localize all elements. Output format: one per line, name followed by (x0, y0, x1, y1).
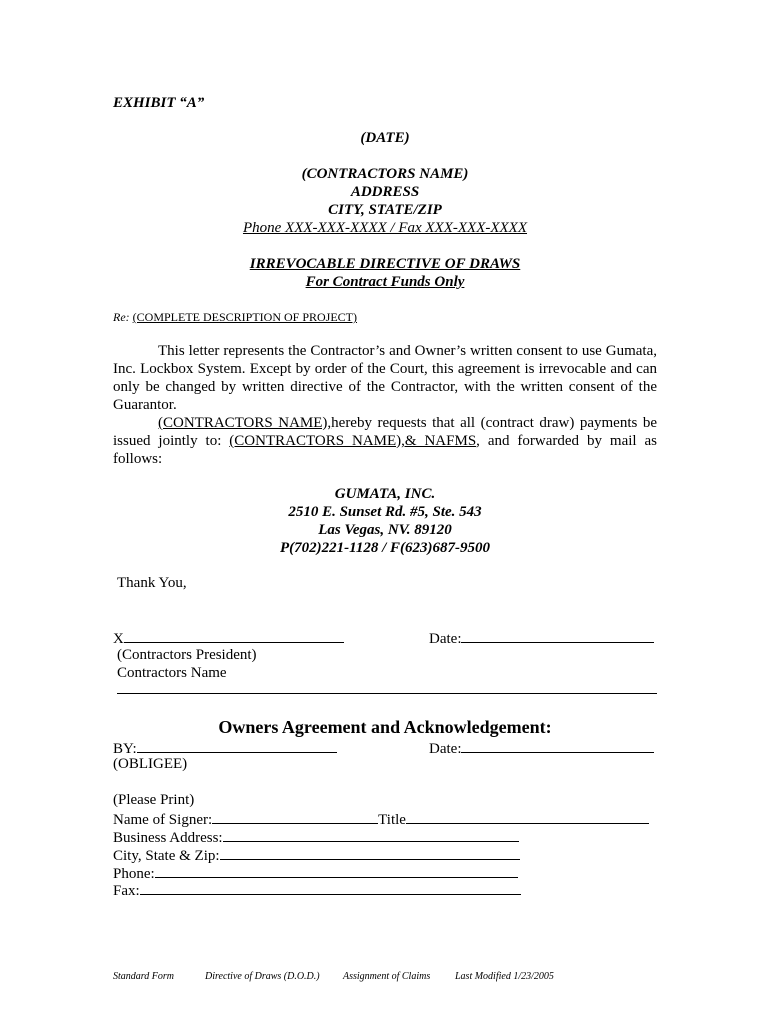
owner-signature-field[interactable] (137, 738, 337, 753)
payees: (CONTRACTORS NAME),& NAFMS (229, 433, 477, 449)
title-label: Title (378, 812, 406, 828)
re-line (113, 308, 357, 326)
name-of-signer-label: Name of Signer: (113, 812, 213, 828)
payee-phone-fax: P(702)221-1128 / F(623)687-9500 (280, 540, 490, 556)
owner-date-label: Date: (429, 741, 462, 757)
contractor-date-field[interactable] (461, 628, 654, 643)
footer-assignment: Assignment of Claims (343, 971, 431, 982)
contractor-signature-field[interactable] (124, 628, 344, 643)
contractor-date-row (429, 628, 654, 648)
body-text (113, 342, 657, 468)
consent-paragraph: This letter represents the Contractor’s and Owner’s written consent to use Gumata, Inc. Lockbox System. Except by order of the Court, this agreement is irrevocable and can only be changed by written directive of the Contractor, with the written consent of the Guarantor. (113, 343, 657, 413)
contractor-signature-row (113, 628, 344, 648)
business-address-label: Business Address: (113, 830, 223, 846)
signature-x-label: X (113, 631, 124, 647)
owners-section-heading: Owners Agreement and Acknowledgement: (218, 717, 552, 737)
payee-street: 2510 E. Sunset Rd. #5, Ste. 543 (288, 504, 482, 520)
contractor-date-label: Date: (429, 631, 462, 647)
title-field[interactable] (406, 809, 649, 824)
business-address-field[interactable] (223, 827, 519, 842)
footer-last-modified: Last Modified 1/23/2005 (455, 971, 554, 982)
document-subtitle: For Contract Funds Only (305, 274, 465, 290)
footer-standard-form: Standard Form (113, 971, 175, 982)
city-state-zip-placeholder: CITY, STATE/ZIP (328, 202, 442, 218)
request-paragraph (113, 414, 657, 468)
date-placeholder: (DATE) (360, 130, 410, 146)
owner-date-field[interactable] (461, 738, 654, 753)
by-label: BY: (113, 741, 137, 757)
thank-you: Thank You, (117, 575, 187, 591)
phone-fax-placeholder: Phone XXX-XXX-XXXX / Fax XXX-XXX-XXXX (242, 220, 528, 236)
city-state-zip-field[interactable] (220, 845, 520, 860)
name-of-signer-field[interactable] (212, 809, 378, 824)
fax-field[interactable] (140, 880, 521, 895)
name-of-signer-row (113, 809, 649, 829)
request-text-a: hereby requests that all (contract draw) payments be issued jointly to: (113, 415, 658, 449)
address-placeholder: ADDRESS (350, 184, 420, 200)
obligee-label: (OBLIGEE) (113, 756, 188, 772)
please-print-label: (Please Print) (113, 792, 195, 808)
contractor-name-label: Contractors Name (117, 665, 227, 681)
exhibit-label: EXHIBIT “A” (113, 95, 205, 111)
request-contractor-name: (CONTRACTORS NAME), (158, 415, 332, 431)
payee-city: Las Vegas, NV. 89120 (318, 522, 452, 538)
business-address-row (113, 827, 519, 847)
contractor-name-placeholder: (CONTRACTORS NAME) (301, 166, 469, 182)
payee-name: GUMATA, INC. (334, 486, 436, 502)
footer-directive: Directive of Draws (D.O.D.) (205, 971, 320, 982)
city-state-zip-label: City, State & Zip: (113, 848, 220, 864)
city-state-zip-row (113, 845, 520, 865)
fax-row (113, 880, 521, 900)
project-description: (COMPLETE DESCRIPTION OF PROJECT) (132, 310, 358, 324)
re-label: Re: (113, 310, 130, 324)
fax-label: Fax: (113, 883, 140, 899)
phone-field[interactable] (155, 863, 518, 878)
phone-label: Phone: (113, 866, 155, 882)
document-title: IRREVOCABLE DIRECTIVE OF DRAWS (249, 256, 521, 272)
owner-date-row (429, 738, 654, 758)
request-text-b: , and forwarded by mail as follows: (113, 433, 657, 467)
section-divider (117, 693, 657, 694)
contractor-role: (Contractors President) (117, 647, 257, 663)
